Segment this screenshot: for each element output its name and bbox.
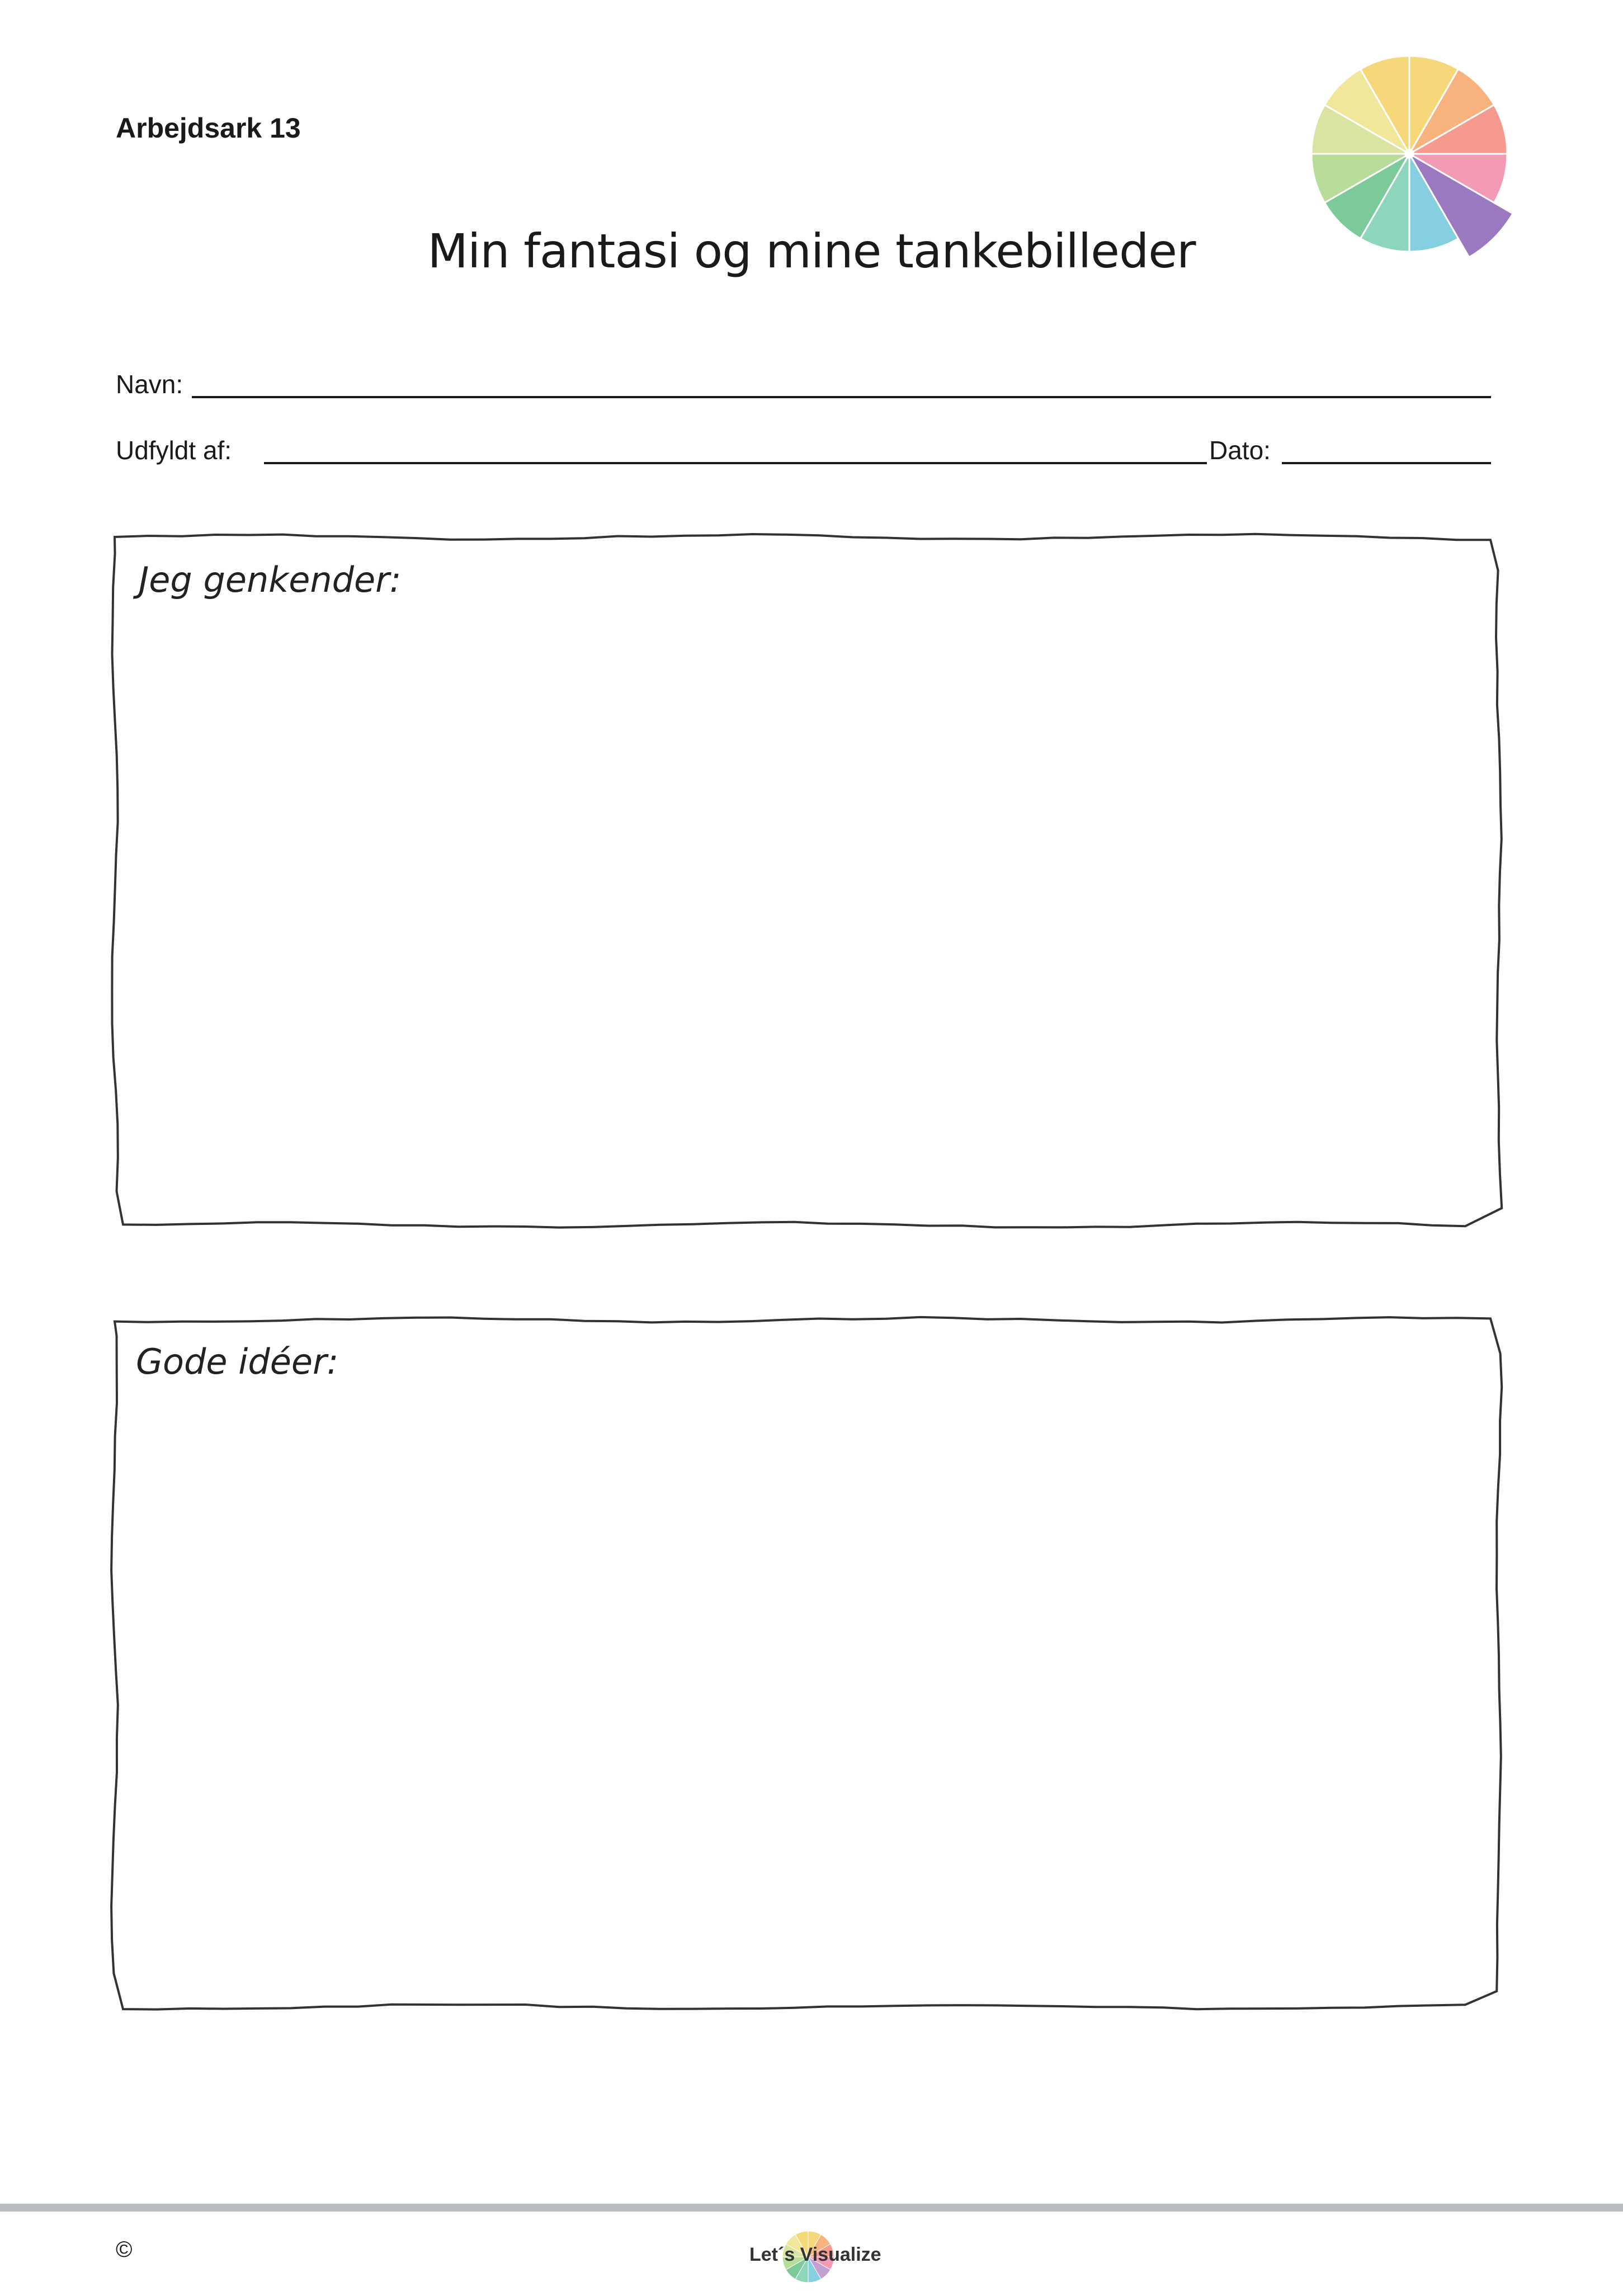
copyright-mark: © <box>116 2237 133 2262</box>
page-title: Min fantasi og mine tankebilleder <box>427 224 1196 279</box>
filled-by-field[interactable] <box>264 462 1207 464</box>
footer-divider <box>0 2204 1623 2212</box>
date-label: Dato: <box>1209 436 1271 465</box>
worksheet-number: Arbejdsark 13 <box>116 112 301 144</box>
date-field[interactable] <box>1282 462 1491 464</box>
footer-brand: Let´s Visualize <box>749 2244 881 2265</box>
name-label: Navn: <box>116 370 183 399</box>
recognize-box-label: Jeg genkender: <box>139 559 402 600</box>
name-field[interactable] <box>192 396 1491 398</box>
filled-by-label: Udfyldt af: <box>116 436 232 465</box>
good-ideas-box-label: Gode idéer: <box>136 1341 339 1382</box>
